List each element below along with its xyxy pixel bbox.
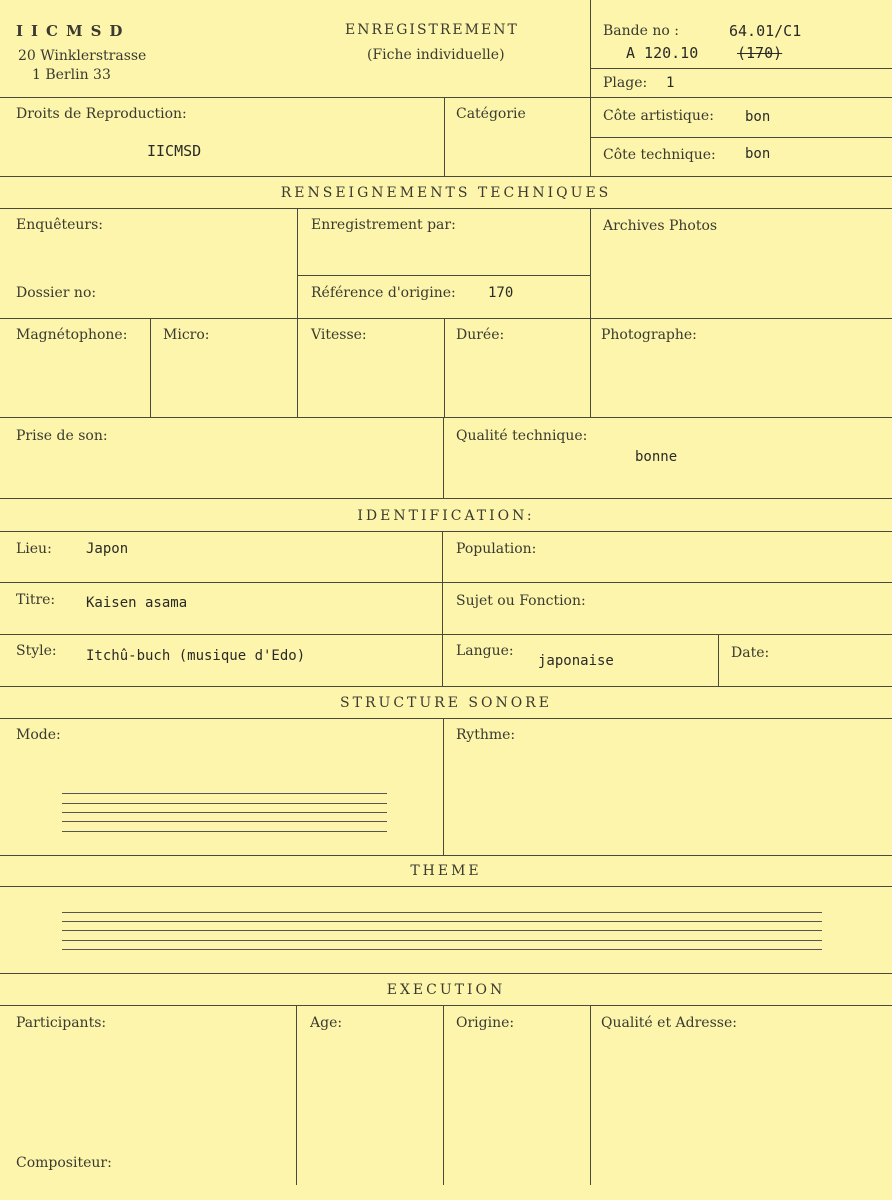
section-title-theme: THEME <box>410 863 482 879</box>
theme-staff-line <box>62 921 822 922</box>
rule-v-date <box>718 634 719 686</box>
cote-artistique-value: bon <box>745 109 771 125</box>
cote-artistique-label: Côte artistique: <box>603 108 714 124</box>
date-label: Date: <box>731 645 770 661</box>
rule-titre-bottom <box>0 634 892 635</box>
bande-value-2: A 120.10 <box>626 44 699 62</box>
rule-v-micro <box>150 318 151 417</box>
section-title-structure: STRUCTURE SONORE <box>340 695 552 711</box>
bande-value: 64.01/C1 <box>729 22 802 40</box>
cote-technique-label: Côte technique: <box>603 147 716 163</box>
sujet-fonction-label: Sujet ou Fonction: <box>456 593 586 609</box>
rule-v-origine <box>443 1005 444 1185</box>
section-title-identification: IDENTIFICATION: <box>357 508 535 524</box>
rule-v-ident <box>442 531 443 686</box>
vitesse-label: Vitesse: <box>311 327 367 343</box>
rule-v-duree <box>444 318 445 417</box>
address-line-1: 20 Winklerstrasse <box>18 48 147 64</box>
rule-dossier-bottom <box>0 318 892 319</box>
rule-v-header-right <box>590 0 591 97</box>
mode-staff-line <box>62 831 387 832</box>
origine-label: Origine: <box>456 1015 515 1031</box>
reference-label: Référence d'origine: <box>311 285 456 301</box>
theme-staff-line <box>62 949 822 950</box>
rule-tech-title-bottom <box>0 208 892 209</box>
bande-struck-value: (170) <box>737 44 783 62</box>
mode-staff-line <box>62 803 387 804</box>
rule-struct-bottom <box>0 855 892 856</box>
duree-label: Durée: <box>456 327 505 343</box>
rule-cote-divider <box>590 137 892 138</box>
mode-label: Mode: <box>16 727 61 743</box>
rule-v-qualite <box>443 417 444 498</box>
rule-v-rythme <box>443 718 444 855</box>
rythme-label: Rythme: <box>456 727 516 743</box>
style-label: Style: <box>16 643 57 659</box>
magnetophone-label: Magnétophone: <box>16 327 128 343</box>
form-subtitle: (Fiche individuelle) <box>367 47 505 63</box>
rule-v-vitesse <box>297 318 298 417</box>
plage-value: 1 <box>666 75 675 91</box>
rule-v-photographe <box>590 318 591 417</box>
micro-label: Micro: <box>163 327 210 343</box>
qualite-technique-label: Qualité technique: <box>456 428 588 444</box>
rule-v-categorie-left <box>444 97 445 176</box>
langue-label: Langue: <box>456 643 514 659</box>
mode-staff-line <box>62 812 387 813</box>
rule-v-enqueteurs <box>297 208 298 318</box>
prise-de-son-label: Prise de son: <box>16 428 108 444</box>
bande-label: Bande no : <box>603 23 679 39</box>
section-title-technical: RENSEIGNEMENTS TECHNIQUES <box>280 185 612 201</box>
rule-struct-title-bottom <box>0 718 892 719</box>
titre-label: Titre: <box>16 592 56 608</box>
cote-technique-value: bon <box>745 146 771 162</box>
theme-staff-line <box>62 912 822 913</box>
form-title: ENREGISTREMENT <box>345 22 519 38</box>
rule-style-bottom <box>0 686 892 687</box>
archives-photos-label: Archives Photos <box>603 218 718 234</box>
rule-equipment-bottom <box>0 417 892 418</box>
qualite-technique-value: bonne <box>635 449 678 465</box>
titre-value: Kaisen asama <box>86 595 188 611</box>
org-logo: IICMSD <box>16 22 131 40</box>
enqueteurs-label: Enquêteurs: <box>16 217 104 233</box>
age-label: Age: <box>310 1015 343 1031</box>
theme-staff-line <box>62 940 822 941</box>
lieu-label: Lieu: <box>16 541 52 557</box>
rule-header-bottom <box>0 97 892 98</box>
rule-theme-title-bottom <box>0 886 892 887</box>
plage-label: Plage: <box>603 75 648 91</box>
mode-staff-line <box>62 793 387 794</box>
reference-value: 170 <box>488 285 514 301</box>
lieu-value: Japon <box>86 541 129 557</box>
address-line-2: 1 Berlin 33 <box>32 67 111 83</box>
langue-value: japonaise <box>538 653 614 669</box>
qualite-adresse-label: Qualité et Adresse: <box>601 1015 737 1031</box>
rule-v-age <box>296 1005 297 1185</box>
section-title-execution: EXECUTION <box>386 982 506 998</box>
rule-prise-bottom <box>0 498 892 499</box>
categorie-label: Catégorie <box>456 106 526 122</box>
rule-exec-title-bottom <box>0 1005 892 1006</box>
rule-lieu-bottom <box>0 582 892 583</box>
compositeur-label: Compositeur: <box>16 1155 112 1171</box>
rule-ident-title-bottom <box>0 531 892 532</box>
rule-theme-bottom <box>0 973 892 974</box>
rule-v-archives <box>590 208 591 318</box>
enregistrement-par-label: Enregistrement par: <box>311 217 456 233</box>
theme-staff-line <box>62 930 822 931</box>
participants-label: Participants: <box>16 1015 107 1031</box>
droits-label: Droits de Reproduction: <box>16 106 187 122</box>
dossier-label: Dossier no: <box>16 285 97 301</box>
rule-rights-bottom <box>0 176 892 177</box>
rule-v-categorie-right <box>590 97 591 176</box>
droits-value: IICMSD <box>147 142 202 160</box>
photographe-label: Photographe: <box>601 327 697 343</box>
style-value: Itchû-buch (musique d'Edo) <box>86 648 306 664</box>
rule-v-qualite-adresse <box>590 1005 591 1185</box>
mode-staff-line <box>62 821 387 822</box>
population-label: Population: <box>456 541 537 557</box>
rule-enreg-divider <box>297 275 590 276</box>
rule-top-sub <box>590 68 892 69</box>
